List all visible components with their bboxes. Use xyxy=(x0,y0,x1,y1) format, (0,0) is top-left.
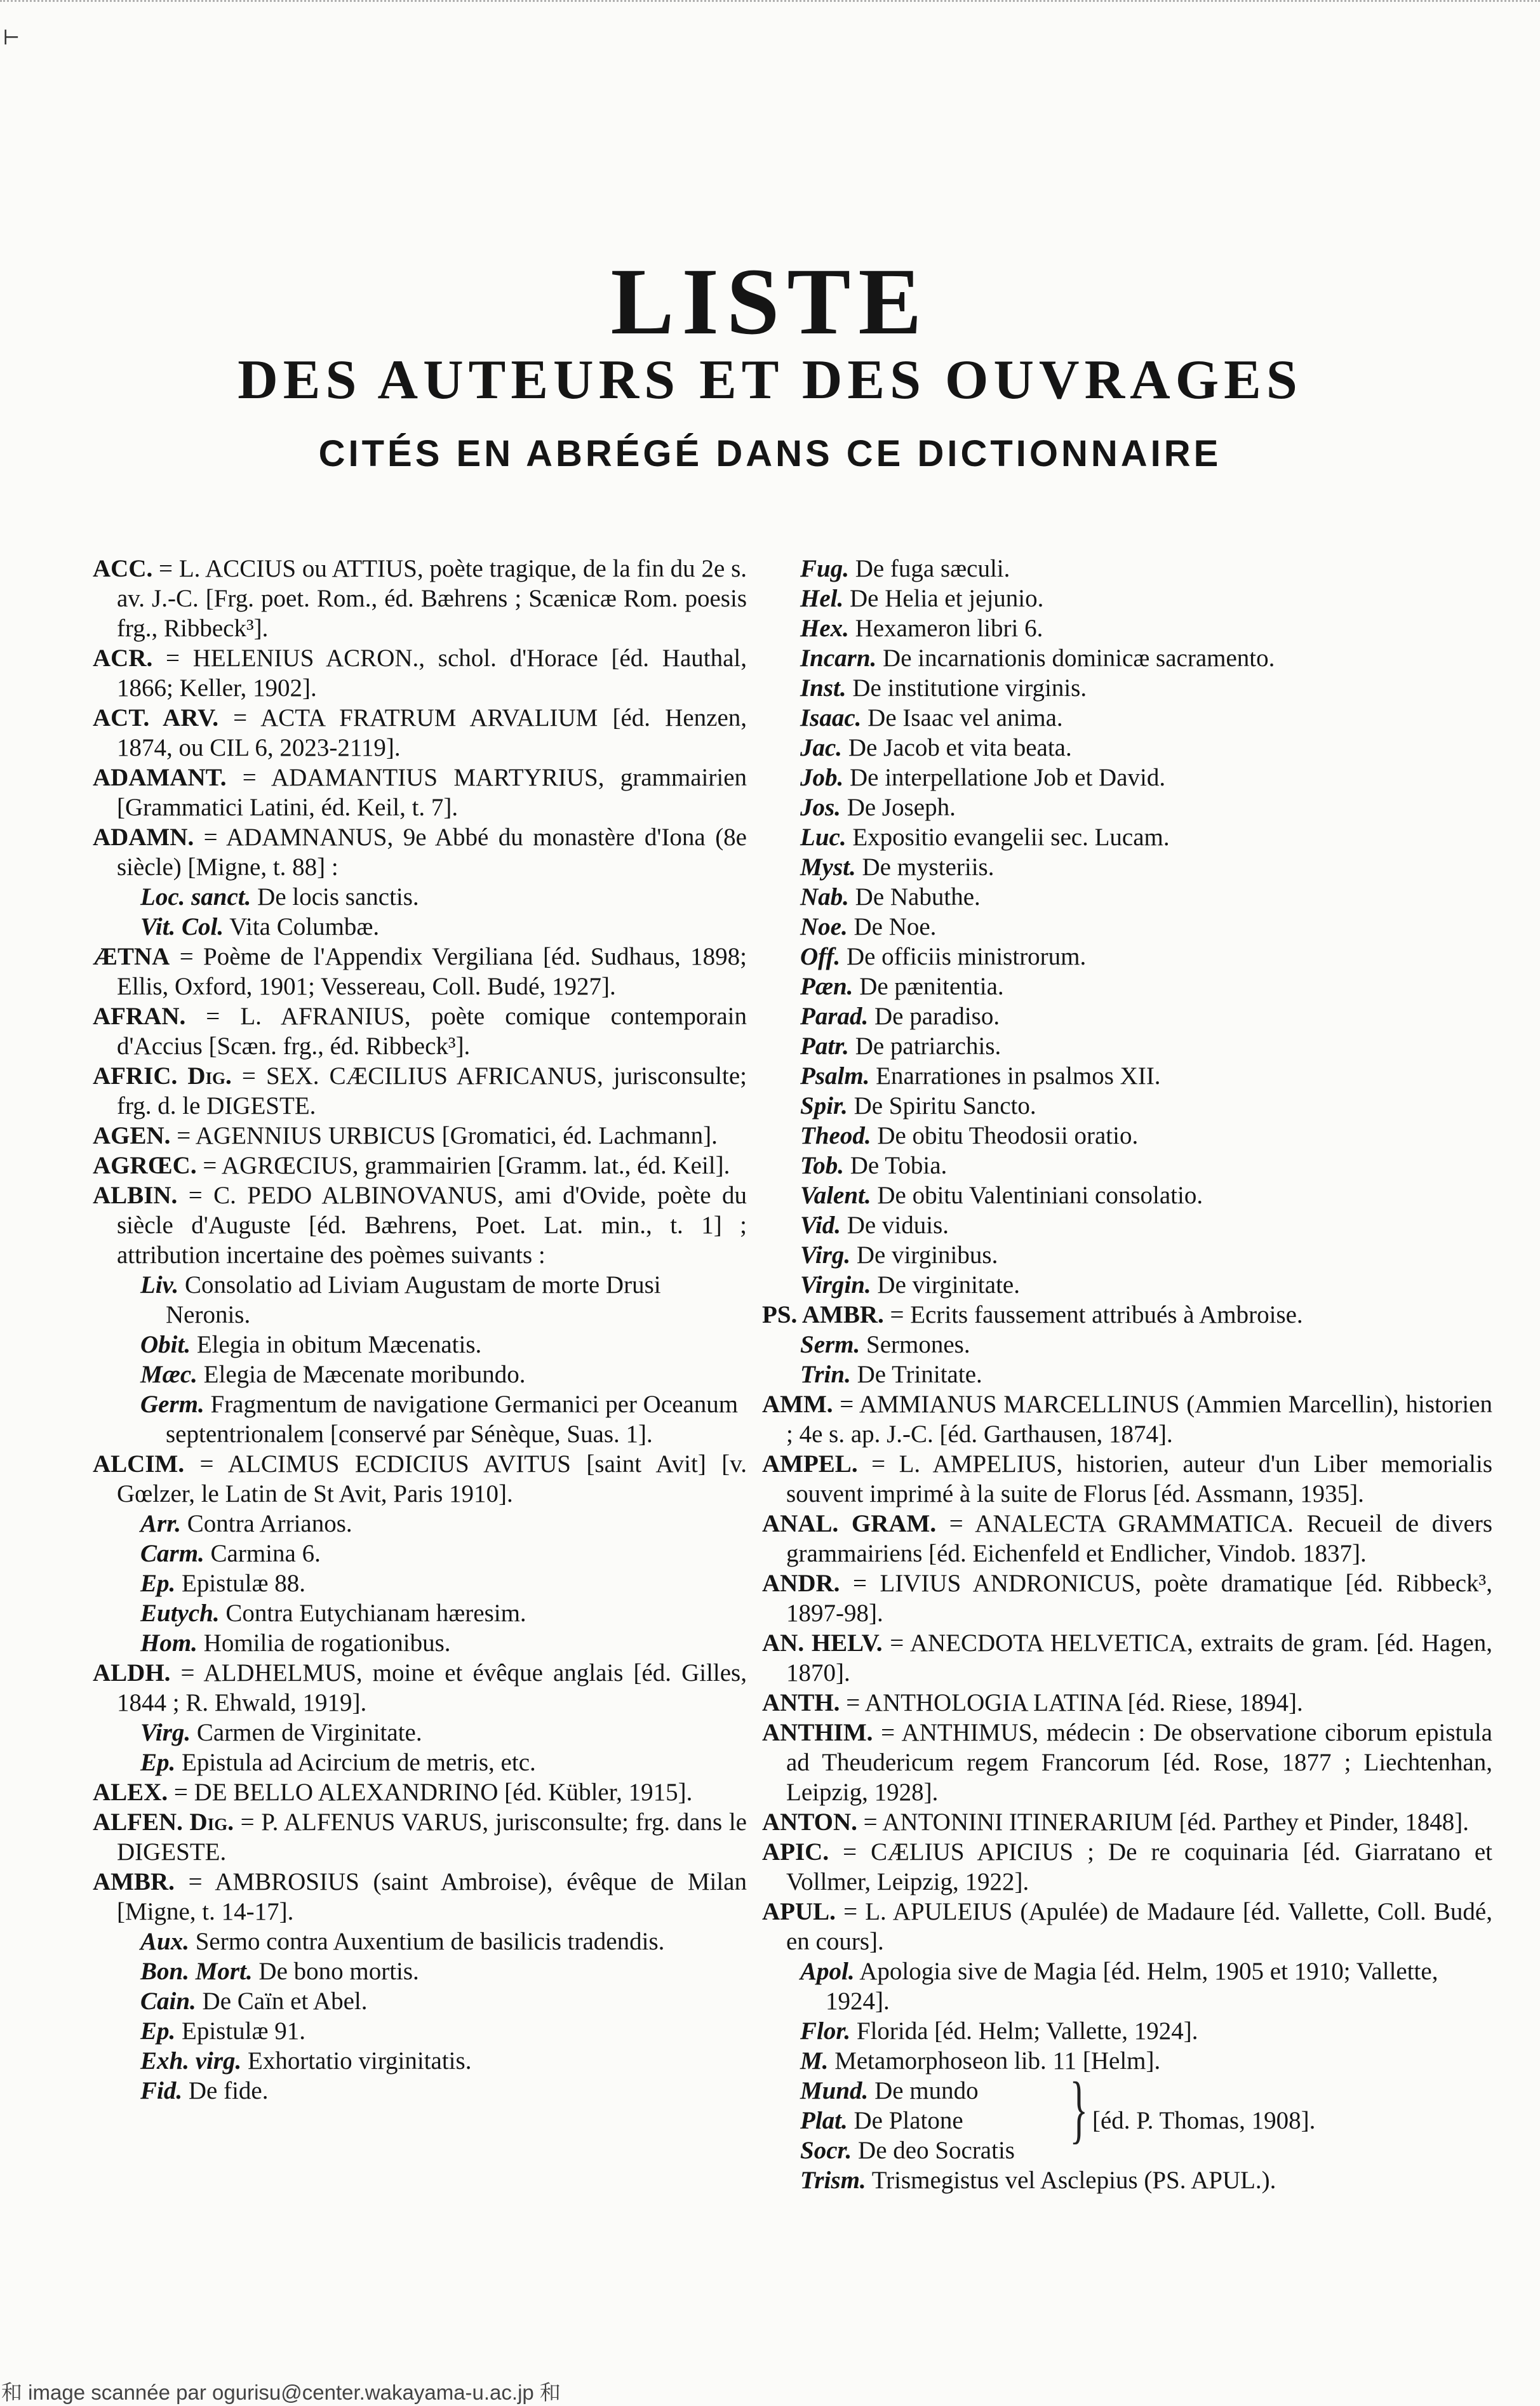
dictionary-entry xyxy=(93,1061,747,1121)
brace-note: [éd. P. Thomas, 1908]. xyxy=(1092,2107,1316,2134)
entry-text: De obitu Theodosii oratio. xyxy=(871,1122,1139,1149)
entry-text: = L. APULEIUS (Apulée) de Madaure [éd. Vallette, Coll. Budé, en cours]. xyxy=(786,1898,1492,1955)
entry-abbreviation: Hex. xyxy=(800,615,849,642)
entry-head: AN. HELV. xyxy=(762,1629,883,1657)
entry-abbreviation: Vid. xyxy=(800,1212,841,1239)
entry-abbreviation: Liv. xyxy=(140,1271,179,1299)
list-item xyxy=(93,912,747,942)
entry-abbreviation: Noe. xyxy=(800,913,848,940)
list-item xyxy=(762,1360,1492,1389)
entry-text: = ALCIMUS ECDICIUS AVITUS [saint Avit] [v. Gœlzer, le Latin de St Avit, Paris 1910]. xyxy=(117,1450,747,1507)
dictionary-entry xyxy=(93,1807,747,1867)
entry-text: De Isaac vel anima. xyxy=(861,704,1063,732)
entry-head: ANAL. GRAM. xyxy=(762,1510,937,1537)
entry-abbreviation: Exh. virg. xyxy=(140,2047,242,2075)
entry-text: De obitu Valentiniani consolatio. xyxy=(871,1182,1203,1209)
entry-text: De Trinitate. xyxy=(850,1361,982,1388)
list-item xyxy=(762,1091,1492,1121)
list-item xyxy=(762,1956,1492,2016)
entry-abbreviation: Bon. Mort. xyxy=(140,1958,253,1985)
list-item xyxy=(93,1986,747,2016)
list-item xyxy=(762,2046,1492,2076)
entry-text: = ADAMANTIUS MARTYRIUS, grammairien [Grammatici Latini, éd. Keil, t. 7]. xyxy=(117,764,747,821)
list-item xyxy=(762,942,1492,972)
dictionary-entry xyxy=(762,1509,1492,1568)
entry-text: Fragmentum de navigatione Germanici per Oceanum septentrionalem [conservé par Sénèque, Suas. 1]. xyxy=(166,1391,739,1448)
entry-text: Consolatio ad Liviam Augustam de morte Drusi Neronis. xyxy=(166,1271,661,1328)
entry-abbreviation: Nab. xyxy=(800,883,849,911)
page-subtitle: DES AUTEURS ET DES OUVRAGES xyxy=(238,349,1302,411)
entry-text: De paradiso. xyxy=(868,1003,1000,1030)
entry-abbreviation: Carm. xyxy=(140,1540,204,1567)
left-column xyxy=(93,554,747,2106)
dictionary-entry xyxy=(762,1688,1492,1718)
entry-text: Elegia in obitum Mæcenatis. xyxy=(191,1331,482,1358)
entry-abbreviation: Theod. xyxy=(800,1122,871,1149)
entry-abbreviation: Valent. xyxy=(800,1182,871,1209)
list-item xyxy=(93,1748,747,1777)
scan-credit: 和 image scannée par ogurisu@center.wakayama-u.ac.jp 和 xyxy=(1,2381,561,2404)
entry-abbreviation: M. xyxy=(800,2047,829,2075)
entry-text: Sermones. xyxy=(860,1331,970,1358)
entry-text: = ANECDOTA HELVETICA, extraits de gram. [éd. Hagen, 1870]. xyxy=(786,1629,1492,1687)
entry-head: APUL. xyxy=(762,1898,836,1925)
list-item xyxy=(762,852,1492,882)
entry-abbreviation: Arr. xyxy=(140,1510,181,1537)
list-item xyxy=(762,1151,1492,1180)
entry-text: De locis sanctis. xyxy=(251,883,419,911)
entry-text: De virginitate. xyxy=(871,1271,1020,1299)
entry-text: = L. ACCIUS ou ATTIUS, poète tragique, de la fin du 2e s. av. J.-C. [Frg. poet. Rom., éd. Bæhrens ; Scænicæ Rom. poesis frg., Ribbeck³]. xyxy=(117,555,747,642)
entry-abbreviation: Fug. xyxy=(800,555,849,582)
entry-abbreviation: Virg. xyxy=(140,1719,191,1746)
entry-text: = C. PEDO ALBINOVANUS, ami d'Ovide, poète du siècle d'Auguste [éd. Bæhrens, Poet. Lat. min., t. 1] ; attribution incertaine des poèmes suivants : xyxy=(117,1182,747,1269)
entry-abbreviation: Mæc. xyxy=(140,1361,198,1388)
entry-head: ANTHIM. xyxy=(762,1719,873,1746)
list-item xyxy=(762,1240,1492,1270)
entry-head: APIC. xyxy=(762,1838,829,1866)
entry-abbreviation: Obit. xyxy=(140,1331,191,1358)
entry-abbreviation: Tob. xyxy=(800,1152,844,1179)
dictionary-entry xyxy=(762,1837,1492,1897)
entry-abbreviation: Loc. sanct. xyxy=(140,883,251,911)
entry-text: Metamorphoseon lib. 11 [Helm]. xyxy=(828,2047,1161,2075)
entry-head: ALCIM. xyxy=(93,1450,185,1478)
top-dotted-edge xyxy=(0,0,1540,10)
list-item xyxy=(762,733,1492,763)
list-item xyxy=(762,703,1492,733)
entry-abbreviation: Virg. xyxy=(800,1241,851,1269)
entry-text: Epistula ad Acircium de metris, etc. xyxy=(175,1749,536,1776)
entry-head: AMM. xyxy=(762,1391,833,1418)
entry-abbreviation: Aux. xyxy=(140,1928,189,1955)
entry-abbreviation: Ep. xyxy=(140,2017,176,2045)
dictionary-entry xyxy=(93,1151,747,1180)
entry-abbreviation: Isaac. xyxy=(800,704,862,732)
list-item xyxy=(762,912,1492,942)
list-item xyxy=(762,1031,1492,1061)
entry-abbreviation: Incarn. xyxy=(800,645,877,672)
entry-abbreviation: Jos. xyxy=(800,794,841,821)
dictionary-entry xyxy=(93,1867,747,1927)
list-item xyxy=(93,1389,747,1449)
entry-abbreviation: Hel. xyxy=(800,585,844,612)
list-item xyxy=(762,673,1492,703)
dictionary-entry xyxy=(93,554,747,643)
dictionary-entry xyxy=(762,1807,1492,1837)
entry-abbreviation: Patr. xyxy=(800,1033,849,1060)
entry-text: De Caïn et Abel. xyxy=(196,1988,368,2015)
corner-mark: ⊢ xyxy=(3,26,20,49)
list-item xyxy=(762,643,1492,673)
list-item xyxy=(762,972,1492,1001)
entry-abbreviation: Myst. xyxy=(800,853,856,881)
entry-head: AGEN. xyxy=(93,1122,171,1149)
entry-text: Epistulæ 91. xyxy=(175,2017,306,2045)
dictionary-entry xyxy=(93,1777,747,1807)
entry-text: Vita Columbæ. xyxy=(224,913,380,940)
list-item: Plat. De Platone xyxy=(800,2107,963,2134)
list-item xyxy=(93,1568,747,1598)
entry-text: = ANTHOLOGIA LATINA [éd. Riese, 1894]. xyxy=(840,1689,1303,1716)
entry-abbreviation: Job. xyxy=(800,764,844,791)
entry-head: AFRAN. xyxy=(93,1003,186,1030)
entry-text: = L. AMPELIUS, historien, auteur d'un Liber memorialis souvent imprimé à la suite de Florus [éd. Assmann, 1935]. xyxy=(786,1450,1492,1507)
list-item: Trism. Trismegistus vel Asclepius (PS. APUL.). xyxy=(800,2167,1276,2194)
entry-text: = ANTONINI ITINERARIUM [éd. Parthey et Pinder, 1848]. xyxy=(857,1808,1470,1836)
entry-text: Exhortatio virginitatis. xyxy=(241,2047,472,2075)
brace-group xyxy=(762,2066,1492,2165)
list-item xyxy=(762,613,1492,643)
entry-text: = P. ALFENUS VARUS, jurisconsulte; frg. dans le DIGESTE. xyxy=(117,1808,747,1866)
entry-abbreviation: Inst. xyxy=(800,674,847,702)
list-item xyxy=(93,2016,747,2046)
list-item xyxy=(93,2046,747,2076)
list-item xyxy=(762,1121,1492,1151)
entry-head: ANTON. xyxy=(762,1808,857,1836)
entry-text: Florida [éd. Helm; Vallette, 1924]. xyxy=(850,2017,1198,2045)
list-item xyxy=(762,1270,1492,1300)
entry-abbreviation: Ep. xyxy=(140,1570,176,1597)
entry-abbreviation: Trin. xyxy=(800,1361,851,1388)
entry-text: = Poème de l'Appendix Vergiliana [éd. Sudhaus, 1898; Ellis, Oxford, 1901; Vessereau, Coll. Budé, 1927]. xyxy=(117,943,747,1000)
entry-text: = SEX. CÆCILIUS AFRICANUS, jurisconsulte; frg. d. le DIGESTE. xyxy=(117,1062,747,1119)
dictionary-entry xyxy=(93,1449,747,1509)
entry-text: = AMMIANUS MARCELLINUS (Ammien Marcellin), historien ; 4e s. ap. J.-C. [éd. Garthausen, 1874]. xyxy=(786,1391,1492,1448)
entry-text: De virginibus. xyxy=(850,1241,998,1269)
entry-text: De Noe. xyxy=(847,913,937,940)
list-item xyxy=(93,1539,747,1568)
dictionary-entry xyxy=(93,822,747,882)
right-column-entries xyxy=(762,554,1492,2076)
entry-text: De fide. xyxy=(182,2077,269,2104)
entry-text: De pænitentia. xyxy=(853,973,1004,1000)
dictionary-entry xyxy=(93,1658,747,1718)
entry-head: ACT. ARV. xyxy=(93,704,219,732)
entry-abbreviation: Luc. xyxy=(800,824,847,851)
entry-abbreviation: Pæn. xyxy=(800,973,854,1000)
entry-head: ADAMN. xyxy=(93,824,194,851)
dictionary-entry xyxy=(762,1568,1492,1628)
dictionary-entry xyxy=(762,1449,1492,1509)
list-item xyxy=(762,1001,1492,1031)
list-item: Socr. De deo Socratis xyxy=(800,2137,1015,2164)
entry-text: Elegia de Mæcenate moribundo. xyxy=(197,1361,526,1388)
entry-text: De interpellatione Job et David. xyxy=(843,764,1166,791)
dictionary-entry xyxy=(762,1300,1492,1330)
curly-brace: } xyxy=(1069,2066,1088,2151)
entry-abbreviation: Apol. xyxy=(800,1958,855,1985)
entry-abbreviation: Virgin. xyxy=(800,1271,871,1299)
entry-head: AMBR. xyxy=(93,1868,175,1895)
entry-text: De Spiritu Sancto. xyxy=(847,1092,1036,1119)
entry-text: = HELENIUS ACRON., schol. d'Horace [éd. Hauthal, 1866; Keller, 1902]. xyxy=(117,645,747,702)
entry-text: = ALDHELMUS, moine et évêque anglais [éd. Gilles, 1844 ; R. Ehwald, 1919]. xyxy=(117,1659,747,1716)
list-item xyxy=(93,882,747,912)
list-item xyxy=(762,1180,1492,1210)
list-item xyxy=(762,584,1492,613)
entry-text: De bono mortis. xyxy=(252,1958,419,1985)
list-item xyxy=(762,2016,1492,2046)
entry-text: Epistulæ 88. xyxy=(175,1570,306,1597)
list-item xyxy=(93,1598,747,1628)
entry-abbreviation: Eutych. xyxy=(140,1600,220,1627)
dictionary-entry xyxy=(93,942,747,1001)
entry-text: = AGRŒCIUS, grammairien [Gramm. lat., éd. Keil]. xyxy=(196,1152,730,1179)
entry-text: Apologia sive de Magia [éd. Helm, 1905 et 1910; Vallette, 1924]. xyxy=(826,1958,1438,2015)
entry-abbreviation: Hom. xyxy=(140,1629,198,1657)
list-item xyxy=(762,763,1492,792)
entry-text: De viduis. xyxy=(840,1212,949,1239)
entry-text: = ANTHIMUS, médecin : De observatione ciborum epistula ad Theudericum regem Francorum [éd. Rose, 1877 ; Liechtenhan, Leipzig, 1928]. xyxy=(786,1719,1492,1806)
entry-head: ACC. xyxy=(93,555,153,582)
entry-text: De Tobia. xyxy=(844,1152,947,1179)
entry-text: = ACTA FRATRUM ARVALIUM [éd. Henzen, 1874, ou CIL 6, 2023-2119]. xyxy=(117,704,747,761)
entry-text: = AMBROSIUS (saint Ambroise), évêque de Milan [Migne, t. 14-17]. xyxy=(117,1868,747,1925)
entry-head: ADAMANT. xyxy=(93,764,227,791)
dictionary-entry xyxy=(762,1897,1492,1956)
entry-text: Homilia de rogationibus. xyxy=(197,1629,451,1657)
entry-abbreviation: Jac. xyxy=(800,734,843,761)
entry-abbreviation: Spir. xyxy=(800,1092,848,1119)
entry-text: De Helia et jejunio. xyxy=(843,585,1044,612)
dictionary-entry xyxy=(93,1121,747,1151)
entry-text: Contra Arrianos. xyxy=(180,1510,352,1537)
entry-abbreviation: Fid. xyxy=(140,2077,183,2104)
entry-text: De Joseph. xyxy=(840,794,956,821)
entry-head: ÆTNA xyxy=(93,943,170,970)
entry-text: Carmen de Virginitate. xyxy=(191,1719,422,1746)
list-item xyxy=(93,1628,747,1658)
entry-abbreviation: Off. xyxy=(800,943,841,970)
dictionary-entry xyxy=(93,703,747,763)
dictionary-entry xyxy=(762,1718,1492,1807)
entry-text: De mysteriis. xyxy=(855,853,994,881)
list-item xyxy=(762,1061,1492,1091)
entry-text: Hexameron libri 6. xyxy=(848,615,1043,642)
entry-head: ALBIN. xyxy=(93,1182,178,1209)
entry-text: Contra Eutychianam hæresim. xyxy=(219,1600,526,1627)
entry-head: AFRIC. Dig. xyxy=(93,1062,232,1090)
entry-abbreviation: Parad. xyxy=(800,1003,869,1030)
list-item: Mund. De mundo xyxy=(800,2077,979,2104)
list-item xyxy=(93,1509,747,1539)
list-item xyxy=(762,554,1492,584)
list-item xyxy=(762,822,1492,852)
dictionary-entry xyxy=(93,1180,747,1270)
entry-head: AGRŒC. xyxy=(93,1152,197,1179)
list-item xyxy=(762,1330,1492,1360)
dictionary-entry xyxy=(93,1001,747,1061)
entry-abbreviation: Germ. xyxy=(140,1391,204,1418)
entry-text: De Nabuthe. xyxy=(848,883,981,911)
list-item xyxy=(762,882,1492,912)
entry-head: ALEX. xyxy=(93,1779,168,1806)
entry-text: = DE BELLO ALEXANDRINO [éd. Kübler, 1915]. xyxy=(168,1779,693,1806)
entry-text: Enarrationes in psalmos XII. xyxy=(869,1062,1161,1090)
entry-abbreviation: Psalm. xyxy=(800,1062,870,1090)
entry-head: ANTH. xyxy=(762,1689,840,1716)
entry-text: Expositio evangelii sec. Lucam. xyxy=(846,824,1170,851)
entry-head: PS. AMBR. xyxy=(762,1301,884,1328)
list-item xyxy=(93,1718,747,1748)
entry-text: Sermo contra Auxentium de basilicis tradendis. xyxy=(189,1928,665,1955)
right-column xyxy=(762,554,1492,2195)
entry-text: De officiis ministrorum. xyxy=(840,943,1087,970)
list-item xyxy=(762,1210,1492,1240)
entry-abbreviation: Serm. xyxy=(800,1331,860,1358)
entry-abbreviation: Cain. xyxy=(140,1988,196,2015)
entry-head: AMPEL. xyxy=(762,1450,858,1478)
entry-text: = ADAMNANUS, 9e Abbé du monastère d'Iona (8e siècle) [Migne, t. 88] : xyxy=(117,824,747,881)
entry-abbreviation: Vit. Col. xyxy=(140,913,224,940)
page-subtitle-2: CITÉS EN ABRÉGÉ DANS CE DICTIONNAIRE xyxy=(318,433,1222,474)
entry-head: ALFEN. Dig. xyxy=(93,1808,234,1836)
entry-head: ALDH. xyxy=(93,1659,171,1687)
entry-text: = L. AFRANIUS, poète comique contemporain d'Accius [Scæn. frg., éd. Ribbeck³]. xyxy=(117,1003,747,1060)
entry-text: De Jacob et vita beata. xyxy=(842,734,1072,761)
entry-text: De fuga sæculi. xyxy=(848,555,1010,582)
entry-text: De institutione virginis. xyxy=(846,674,1087,702)
list-item xyxy=(762,792,1492,822)
entry-text: = Ecrits faussement attribués à Ambroise. xyxy=(883,1301,1303,1328)
list-item xyxy=(93,1956,747,1986)
list-item xyxy=(93,1360,747,1389)
entry-abbreviation: Ep. xyxy=(140,1749,176,1776)
entry-head: ACR. xyxy=(93,645,153,672)
entry-head: ANDR. xyxy=(762,1570,840,1597)
list-item xyxy=(93,1927,747,1956)
entry-abbreviation: Flor. xyxy=(800,2017,851,2045)
list-item xyxy=(93,2076,747,2106)
entry-text: = CÆLIUS APICIUS ; De re coquinaria [éd. Giarratano et Vollmer, Leipzig, 1922]. xyxy=(786,1838,1492,1895)
entry-text: Carmina 6. xyxy=(204,1540,321,1567)
page-title: LISTE xyxy=(610,249,930,354)
list-item xyxy=(93,1330,747,1360)
entry-text: = ANALECTA GRAMMATICA. Recueil de divers grammairiens [éd. Eichenfeld et Endlicher, Vindob. 1837]. xyxy=(786,1510,1493,1567)
dictionary-entry xyxy=(762,1628,1492,1688)
list-item xyxy=(93,1270,747,1330)
dictionary-entry xyxy=(93,643,747,703)
entry-text: De patriarchis. xyxy=(848,1033,1001,1060)
entry-text: = LIVIUS ANDRONICUS, poète dramatique [éd. Ribbeck³, 1897-98]. xyxy=(786,1570,1492,1627)
entry-text: = AGENNIUS URBICUS [Gromatici, éd. Lachmann]. xyxy=(170,1122,718,1149)
dictionary-entry xyxy=(762,1389,1492,1449)
dictionary-entry xyxy=(93,763,747,822)
entry-text: De incarnationis dominicæ sacramento. xyxy=(876,645,1275,672)
